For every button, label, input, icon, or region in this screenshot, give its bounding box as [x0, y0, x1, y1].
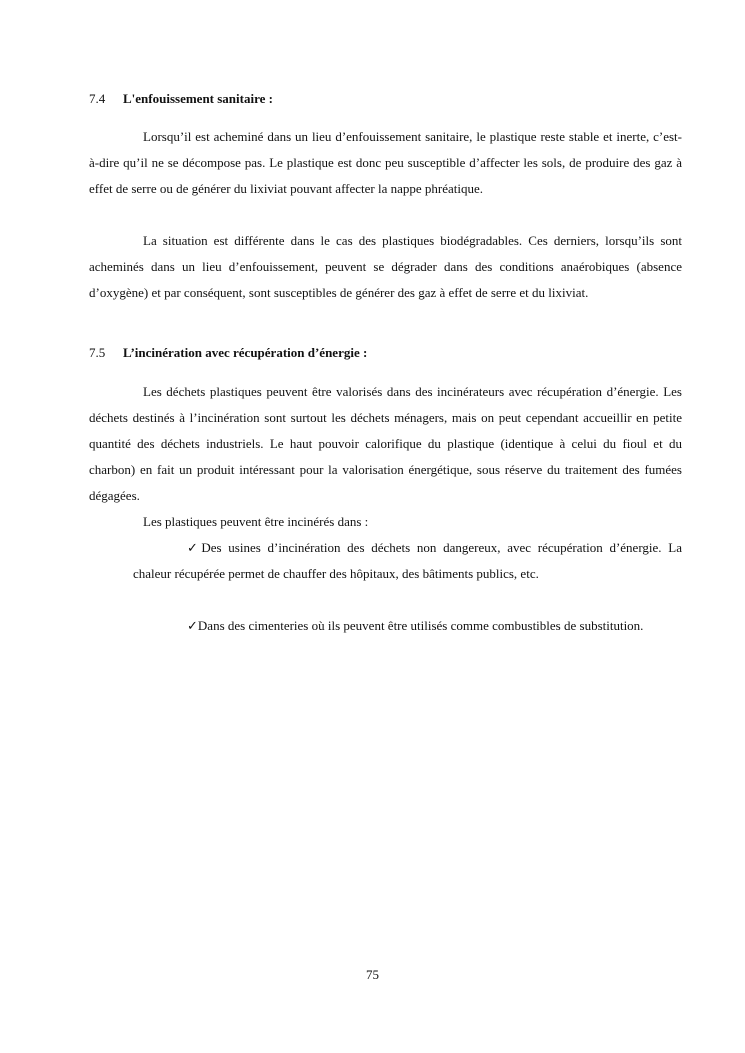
checkmark-icon: ✓ [187, 540, 202, 555]
list-item-text: Des usines d’incinération des déchets non dangereux, avec récupération d’énergie. La chaleur récupérée permet de chauffer des hôpitaux, des bâtiments publics, etc. [133, 540, 682, 581]
section-heading-7-5 [89, 344, 367, 362]
checkmark-icon: ✓ [187, 618, 198, 633]
page-number: 75 [366, 967, 379, 982]
list-item [133, 613, 682, 639]
list-item [133, 535, 682, 587]
section-title: L’incinération avec récupération d’énergie : [123, 345, 368, 360]
paragraph: Lorsqu’il est acheminé dans un lieu d’enfouissement sanitaire, le plastique reste stable et inerte, c’est-à-dire qu’il ne se décompose pas. Le plastique est donc peu susceptible d’affecter les sols, de produire des gaz à effet de serre ou de générer du lixiviat pouvant affecter la nappe phréatique. [89, 129, 682, 196]
section-number: 7.4 [89, 91, 106, 106]
section-heading-7-4 [89, 90, 273, 108]
paragraph: Les déchets plastiques peuvent être valorisés dans des incinérateurs avec récupération d’énergie. Les déchets destinés à l’incinération sont surtout les déchets ménagers, mais on peut cependant accueillir en petite quantité des déchets industriels. Le haut pouvoir calorifique du plastique (identique à celui du fioul et du charbon) en fait un produit intéressant pour la valorisation énergétique, sous réserve du traitement des fumées dégagées. [89, 384, 682, 503]
paragraph: La situation est différente dans le cas des plastiques biodégradables. Ces derniers, lorsqu’ils sont acheminés dans un lieu d’enfouissement, peuvent se dégrader dans des conditions anaérobiques (absence d’oxygène) et par conséquent, sont susceptibles de générer des gaz à effet de serre et du lixiviat. [89, 233, 682, 300]
list-item-text: Dans des cimenteries où ils peuvent être utilisés comme combustibles de substitution. [197, 618, 644, 633]
list-intro: Les plastiques peuvent être incinérés dans : [143, 514, 369, 529]
section-number: 7.5 [89, 345, 106, 360]
section-title: L'enfouissement sanitaire : [123, 91, 273, 106]
